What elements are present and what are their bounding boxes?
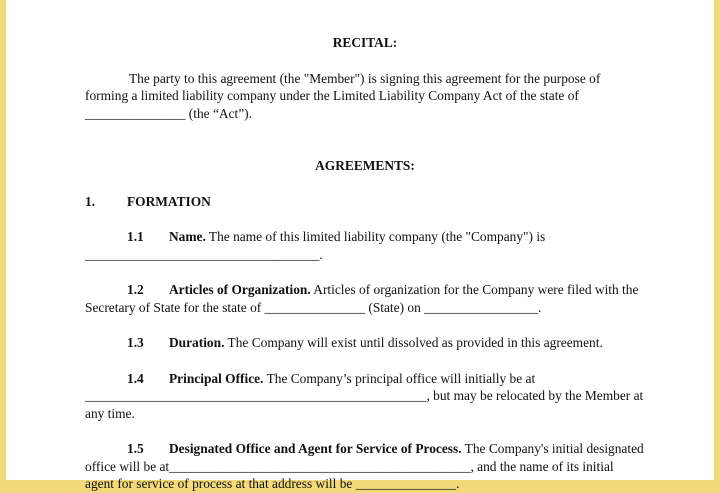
clause-text: The name of this limited liability company (the "Company") is ___________________________________. — [85, 229, 546, 262]
clause-title: Designated Office and Agent for Service of Process. — [169, 441, 462, 456]
section-heading-formation — [85, 193, 645, 211]
clause-title: Duration. — [169, 335, 225, 350]
agreements-heading: AGREEMENTS: — [315, 158, 415, 173]
clause-1-1 — [85, 228, 645, 263]
section-number: 1. — [85, 193, 96, 209]
clause-title: Name. — [169, 229, 206, 244]
clause-number: 1.3 — [127, 335, 144, 350]
clause-text: The Company’s principal office will initially be at ___________________________________________________, but may be relocated by the Member at any time. — [85, 370, 644, 421]
recital-text: The party to this agreement (the "Member") is signing this agreement for the purpose of forming a limited liability company under the Limited Liability Company Act of the state of _______________ (the “Act”). — [85, 70, 601, 121]
document-page — [6, 0, 714, 491]
clause-number: 1.2 — [127, 282, 144, 297]
clause-text: The Company's initial designated office will be at_____________________________________________, and the name of its initial agent for service of process at that address will be _______________. — [85, 441, 644, 491]
clause-title: Principal Office. — [169, 370, 264, 386]
clause-number: 1.1 — [127, 229, 144, 244]
recital-heading: RECITAL: — [332, 35, 398, 50]
clause-1-5 — [85, 440, 645, 493]
clause-number: 1.5 — [127, 441, 144, 456]
clause-title: Articles of Organization. — [169, 282, 311, 297]
section-title: FORMATION — [127, 193, 211, 209]
recital-paragraph — [85, 70, 645, 123]
document-body — [85, 34, 645, 493]
clause-1-4 — [85, 370, 645, 423]
clause-text: Articles of organization for the Company were filed with the Secretary of State for the state of _______________ (State) on _________________. — [85, 282, 639, 315]
clause-1-2 — [85, 281, 645, 316]
clause-1-3 — [85, 334, 645, 352]
clause-text: The Company will exist until dissolved as provided in this agreement. — [224, 335, 603, 350]
clause-number: 1.4 — [127, 370, 144, 386]
